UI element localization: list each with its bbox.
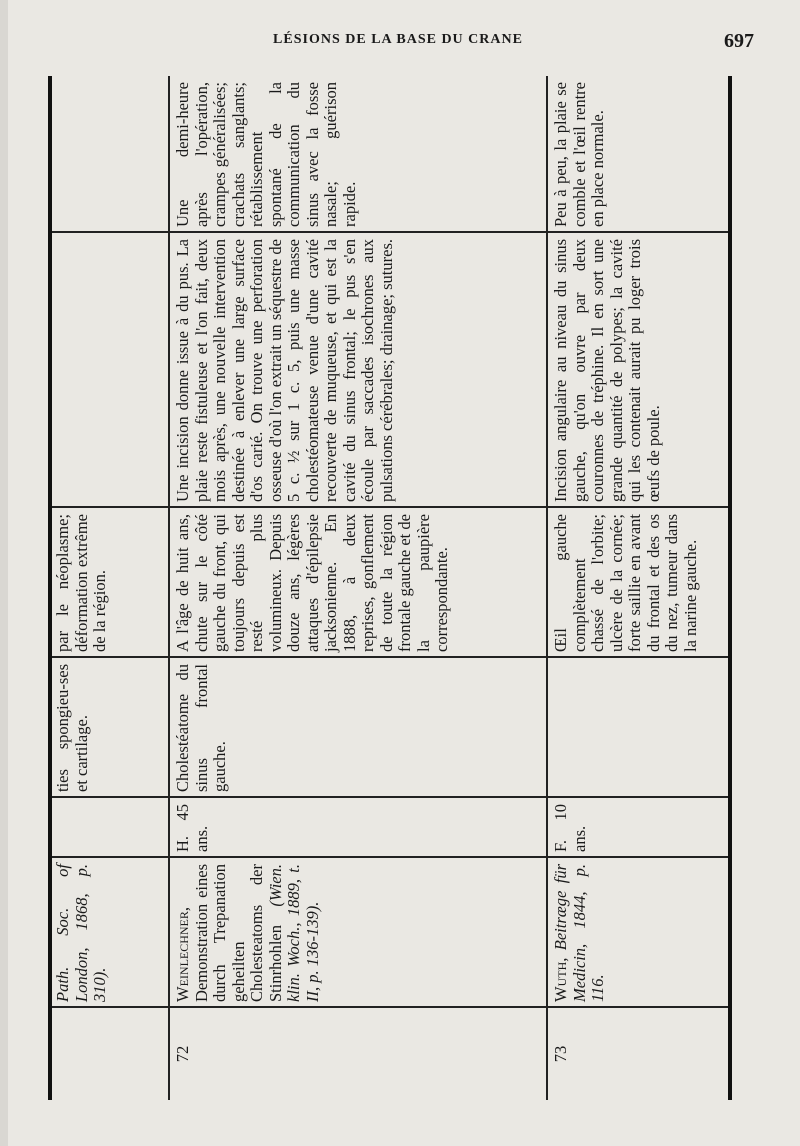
cases-table — [48, 76, 732, 1100]
table-bottom-rule — [728, 76, 732, 1100]
author-name: Wuth, — [551, 957, 570, 1002]
column-divider — [52, 797, 728, 799]
continuation-lesion: ties spongieu-ses et cartilage. — [53, 664, 91, 792]
operation: Incision angulaire au niveau du sinus gauche, qu'on ouvre par deux couronnes de tréphine. Il en sort une grande quantité de polypes; la cavité qui les contenait aurait pu loger trois œufs de poule. — [551, 239, 663, 502]
case-number: 73 — [551, 1045, 570, 1063]
column-divider — [52, 1007, 728, 1009]
lesion: Cholestéatome du sinus frontal gauche. — [173, 664, 229, 792]
case-number: 72 — [173, 1045, 192, 1063]
row-separator — [546, 76, 548, 1100]
symptoms: A l'âge de huit ans, chute sur le côté gauche du front, qui toujours depuis est resté plus volumineux. Depuis douze ans, légères attaques d'épilepsie jacksonienne. En 1888, à deux reprises, gonflement de toute la région frontale gauche et de la paupière correspondante. — [173, 514, 451, 652]
table-row — [550, 76, 728, 1100]
table-row-continuation — [52, 76, 170, 1100]
sex-age: F. 10 ans. — [551, 804, 589, 852]
running-title: LÉSIONS DE LA BASE DU CRANE — [273, 32, 523, 47]
continuation-reference: Path. Soc. of London, 1868, p. 310). — [53, 864, 109, 1002]
author-name: Weinlechner, — [173, 906, 192, 1002]
table-row — [172, 76, 548, 1100]
continuation-symptoms: par le néoplasme; déformation extrême de la région. — [53, 514, 109, 652]
symptoms: Œil gauche complètement chassé de l'orbite; ulcère de la cornée; forte saillie en avant du frontal et des os du nez, tumeur dans la narine gauche. — [551, 514, 700, 652]
result: Peu à peu, la plaie se comble et l'œil rentre en place normale. — [551, 82, 607, 227]
column-divider — [52, 657, 728, 659]
journal: (Wien. klin. Woch., 1889, t. II, p. 136-139). — [265, 864, 322, 1002]
column-divider — [52, 507, 728, 509]
column-divider — [52, 857, 728, 859]
row-separator — [168, 76, 170, 1100]
result: Une demi-heure après l'opération, crampes généralisées; crachats sanglants; rétablissement spontané de la communication du sinus avec la fosse nasale; guérison rapide. — [173, 82, 359, 227]
reference: Beitræge für Medicin, 1844, p. 116. — [551, 863, 607, 1002]
column-divider — [52, 232, 728, 234]
page-number: 697 — [724, 30, 754, 52]
page — [8, 0, 800, 1146]
operation: Une incision donne issue à du pus. La plaie reste fistuleuse et l'on fait, deux mois après, une nouvelle intervention destinée à enlever une large surface d'os carié. On trouve une perforation osseuse d'où l'on extrait un séquestre de 5 c. ½ sur 1 c. 5, puis une masse cholestéomateuse venue d'une cavité recouverte de muqueuse, et qui est la cavité du sinus frontal; le pus s'en écoule par saccades isochrones aux pulsations cérébrales; drainage; sutures. — [173, 239, 396, 502]
sex-age: H. 45 ans. — [173, 804, 211, 852]
reference: Demonstration eines durch Trepanation geheilten Cholesteatoms der Stinrhohlen — [191, 864, 285, 1002]
